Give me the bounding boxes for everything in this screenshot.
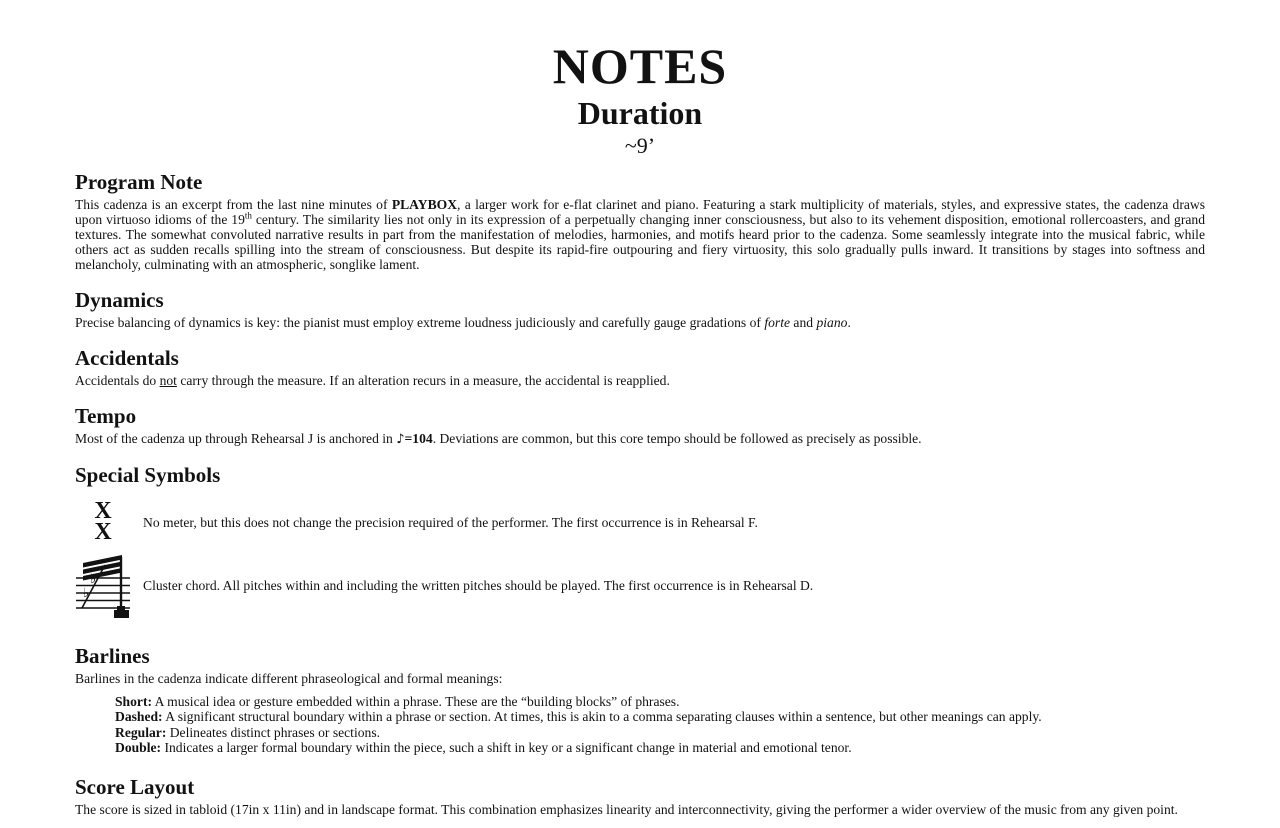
score-layout-heading: Score Layout [75, 775, 195, 800]
cluster-description: Cluster chord. All pitches within and including the written pitches should be played. The first occurrence is in Rehearsal D. [143, 577, 814, 593]
accidentals-text [75, 373, 1205, 388]
program-note-seg3: century. The similarity lies not only in its expression of a perpetually changing inner consciousness, but also to its vehement disposition, emotional rollercoasters, and grand textures. The somewhat convoluted narrative results in part from the manifestation of melodies, harmonies, and motifs heard prior to the cadenza. Some seamlessly integrate into the musical fabric, while others act as sudden recalls spilling into the stream of consciousness. But despite its rapid-fire outpouring and fiery virtuosity, this solo gradually pulls inward. It transitions by stages into softness and melancholy, culminating with an atmospheric, songlike lament. [75, 212, 1205, 273]
barline-label-double: Double: [115, 739, 162, 755]
tempo-value: =104 [404, 430, 433, 446]
barline-text-dashed: A significant structural boundary within a phrase or section. At times, this is akin to a comma separating clauses within a sentence, but other meanings can apply. [162, 709, 1042, 725]
cluster-chord-icon [75, 552, 133, 618]
section-tempo [75, 404, 1205, 447]
duration-value: ~9’ [624, 133, 656, 159]
svg-text:♭: ♭ [83, 586, 90, 602]
barline-item-short [115, 694, 1205, 709]
program-note-heading: Program Note [75, 170, 203, 195]
tempo-seg2: . Deviations are common, but this core tempo should be followed as precisely as possible. [432, 430, 922, 446]
title-block [75, 38, 1205, 158]
score-layout-text: The score is sized in tabloid (17in x 11in) and in landscape format. This combination emphasizes linearity and interconnectivity, giving the performer a wider overview of the music from any given point. [75, 802, 1178, 818]
no-meter-row [75, 498, 1205, 546]
cluster-chord-row [75, 552, 1205, 618]
dynamics-text [75, 315, 1205, 330]
barlines-heading: Barlines [75, 644, 150, 669]
barline-label-dashed: Dashed: [115, 709, 163, 725]
page-title: NOTES [552, 38, 728, 94]
barline-label-short: Short: [115, 694, 153, 710]
no-meter-x-bottom: X [94, 519, 112, 546]
accidentals-heading: Accidentals [75, 346, 179, 371]
section-barlines [75, 644, 1205, 755]
forte-term: forte [764, 315, 791, 331]
barline-item-regular [115, 725, 1205, 740]
cluster-symbol-col [75, 552, 143, 618]
eighth-note-icon: ♪ [396, 431, 405, 447]
barline-text-double: Indicates a larger formal boundary within the piece, such a shift in key or a significant change in material and emotional tenor. [161, 739, 852, 755]
no-meter-description: No meter, but this does not change the precision required of the performer. The first occurrence is in Rehearsal F. [143, 514, 758, 530]
special-symbols-heading: Special Symbols [75, 462, 221, 487]
barline-list [75, 694, 1205, 755]
not-emphasis: not [159, 372, 177, 388]
dynamics-seg3: . [847, 315, 851, 331]
barline-label-regular: Regular: [115, 724, 167, 740]
tempo-heading: Tempo [75, 403, 137, 428]
section-score-layout [75, 775, 1205, 817]
tempo-text [75, 431, 1205, 447]
ordinal-suffix: th [244, 210, 252, 221]
no-meter-x-top: X [94, 498, 112, 525]
accidentals-seg2: carry through the measure. If an alteration recurs in a measure, the accidental is reapplied. [176, 372, 670, 388]
barline-item-double [115, 740, 1205, 755]
program-note-seg2: , a larger work for e-flat clarinet and piano. Featuring a stark multiplicity of materials, styles, and expressive states, the cadenza draws upon virtuoso idioms of the 19 [75, 197, 1205, 228]
program-note-seg1: This cadenza is an excerpt from the last nine minutes of [75, 197, 392, 213]
duration-heading: Duration [577, 95, 703, 131]
program-note-text [75, 197, 1205, 272]
no-meter-icon [90, 498, 116, 546]
section-special-symbols [75, 463, 1205, 619]
piano-term: piano [816, 315, 848, 331]
svg-text:♭: ♭ [90, 572, 97, 588]
dynamics-seg2: and [790, 315, 817, 331]
barline-text-regular: Delineates distinct phrases or sections. [166, 724, 381, 740]
section-dynamics [75, 288, 1205, 330]
barlines-intro: Barlines in the cadenza indicate different phraseological and formal meanings: [75, 671, 503, 687]
tempo-seg1: Most of the cadenza up through Rehearsal J is anchored in [75, 430, 397, 446]
barline-text-short: A musical idea or gesture embedded within a phrase. These are the “building blocks” of phrases. [152, 694, 680, 710]
section-accidentals [75, 346, 1205, 388]
accidentals-seg1: Accidentals do [75, 372, 160, 388]
no-meter-symbol-col [75, 498, 143, 546]
playbox-title: PLAYBOX [391, 197, 458, 213]
dynamics-seg1: Precise balancing of dynamics is key: the pianist must employ extreme loudness judiciously and carefully gauge gradations of [75, 315, 765, 331]
section-program-note [75, 170, 1205, 272]
dynamics-heading: Dynamics [75, 288, 164, 313]
barline-item-dashed [115, 709, 1205, 724]
